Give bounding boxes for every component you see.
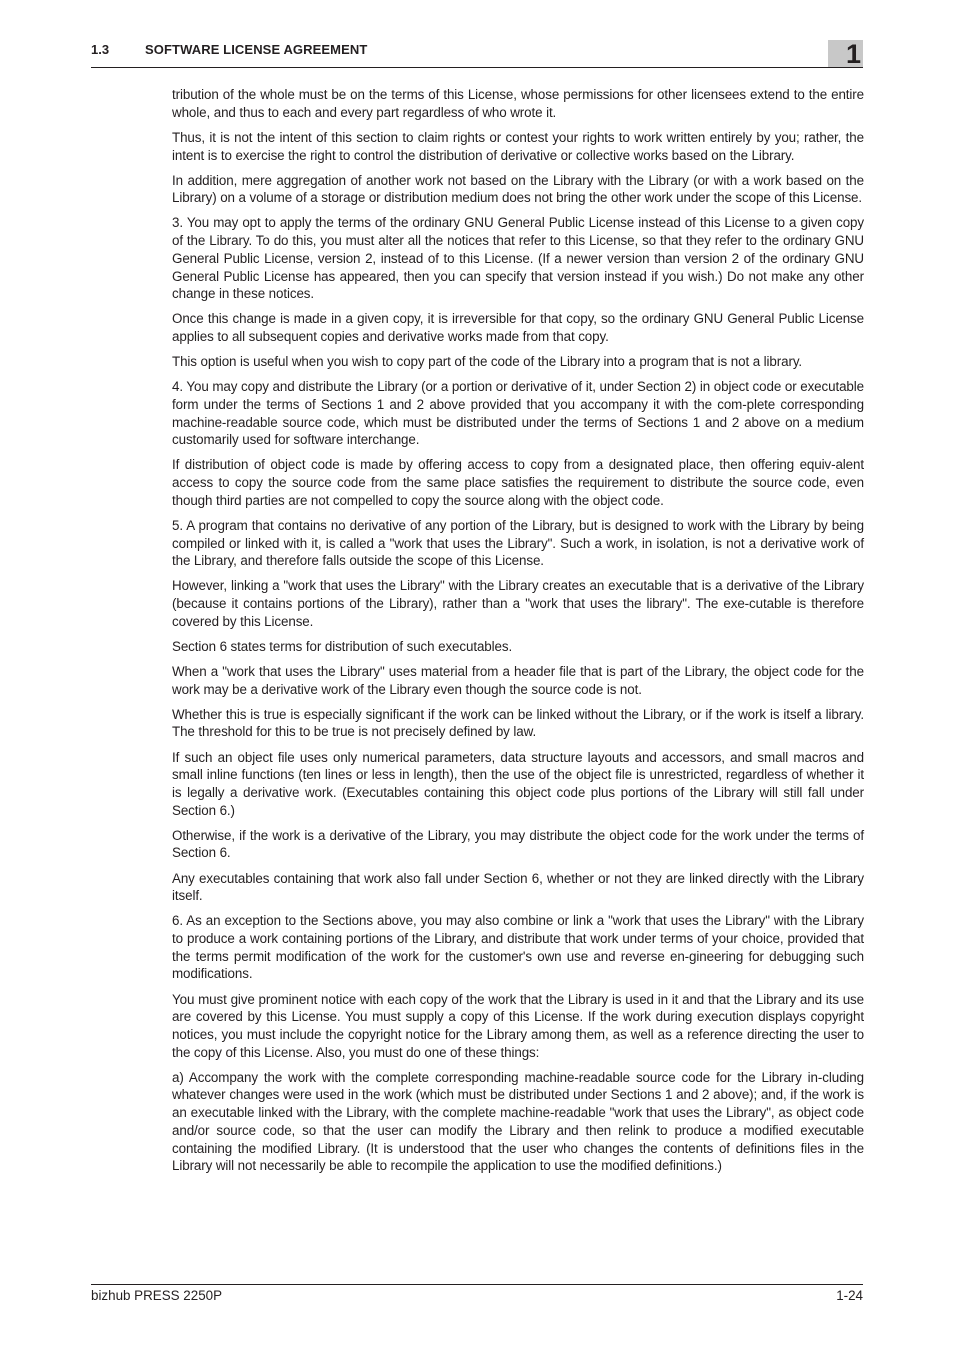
paragraph: If distribution of object code is made by offering access to copy from a designated place, then offering equiv-alent access to copy the source code from the same place satisfies the requirement to distribute the source code, even though third parties are not compelled to copy the source along with the object code.	[172, 457, 864, 508]
section-number: 1.3	[91, 42, 110, 57]
paragraph: a) Accompany the work with the complete corresponding machine-readable source code for the Library in-cluding whatever changes were used in the work (which must be distributed under Sections 1 and 2 above); and, if the work is an executable linked with the Library, with the complete machine-readable "work that uses the Library", as object code and/or source code, so that the user can modify the Library and then relink to produce a modified executable containing the modified Library. (It is understood that the user who changes the contents of definitions files in the Library will not necessarily be able to recompile the application to use the modified definitions.)	[172, 1069, 864, 1174]
paragraph: Section 6 states terms for distribution of such executables.	[172, 638, 513, 654]
paragraph: Once this change is made in a given copy, it is irreversible for that copy, so the ordinary GNU General Public License applies to all subsequent copies and derivative works made from that copy.	[172, 311, 864, 344]
chapter-number: 1	[845, 39, 861, 69]
paragraph: tribution of the whole must be on the terms of this License, whose permissions for other licensees extend to the entire whole, and thus to each and every part regardless of who wrote it.	[172, 87, 864, 120]
paragraph: If such an object file uses only numerical parameters, data structure layouts and accessors, and small macros and small inline functions (ten lines or less in length), then the use of the object file is unrestricted, regardless of whether it is legally a derivative work. (Executables containing this object code plus portions of the Library will still fall under Section 6.)	[172, 749, 864, 818]
paragraph: Otherwise, if the work is a derivative of the Library, you may distribute the object code for the work under the terms of Section 6.	[172, 827, 864, 861]
page-number: 1-24	[836, 1288, 863, 1303]
paragraph: Any executables containing that work also fall under Section 6, whether or not they are linked directly with the Library itself.	[172, 870, 864, 904]
paragraph: Whether this is true is especially significant if the work can be linked without the Library, or if the work is itself a library. The threshold for this to be true is not precisely defined by law.	[172, 706, 864, 740]
paragraph: 6. As an exception to the Sections above, you may also combine or link a "work that uses the Library" with the Library to produce a work containing portions of the Library, and distribute that work under terms of your choice, provided that the terms permit modification of the work for the customer's own use and reverse en-gineering for debugging such modifications.	[172, 913, 864, 982]
page-footer	[91, 1284, 863, 1309]
paragraph: 3. You may opt to apply the terms of the ordinary GNU General Public License instead of this License to a given copy of the Library. To do this, you must alter all the notices that refer to this License, so that they refer to the ordinary GNU General Public License, version 2, instead of to this License. (If a newer version than version 2 of the ordinary GNU General Public License has appeared, then you can specify that version instead if you wish.) Do not make any other change in these notices.	[172, 215, 864, 302]
section-title: SOFTWARE LICENSE AGREEMENT	[145, 42, 368, 57]
product-name: bizhub PRESS 2250P	[91, 1288, 223, 1303]
paragraph: In addition, mere aggregation of another work not based on the Library with the Library (or with a work based on the Library) on a volume of a storage or distribution medium does not bring the other work under the scope of this License.	[172, 172, 864, 206]
license-text-body	[172, 86, 864, 1182]
paragraph: You must give prominent notice with each copy of the work that the Library is used in it and that the Library and its use are covered by this License. You must supply a copy of this License. If the work during execution displays copyright notices, you must include the copyright notice for the Library among them, as well as a reference directing the user to the copy of this License. Also, you must do one of these things:	[172, 991, 864, 1060]
paragraph: This option is useful when you wish to copy part of the code of the Library into a program that is not a library.	[172, 354, 803, 370]
paragraph: When a "work that uses the Library" uses material from a header file that is part of the Library, the object code for the work may be a derivative work of the Library even though the source code is not.	[172, 663, 864, 697]
paragraph: However, linking a "work that uses the Library" with the Library creates an executable that is a derivative of the Library (because it contains portions of the Library), rather than a "work that uses the library". The exe-cutable is therefore covered by this License.	[172, 578, 864, 629]
paragraph: 5. A program that contains no derivative of any portion of the Library, but is designed to work with the Library by being compiled or linked with it, is called a "work that uses the Library". Such a work, in isolation, is not a derivative work of the Library, and therefore falls outside the scope of this License.	[172, 517, 864, 569]
page-header	[91, 40, 863, 68]
chapter-tab	[828, 40, 863, 67]
paragraph: 4. You may copy and distribute the Library (or a portion or derivative of it, under Section 2) in object code or executable form under the terms of Sections 1 and 2 above provided that you accompany it with the com-plete corresponding machine-readable source code, which must be distributed under the terms of Sections 1 and 2 above on a medium customarily used for software interchange.	[172, 379, 864, 448]
paragraph: Thus, it is not the intent of this section to claim rights or contest your rights to work written entirely by you; rather, the intent is to exercise the right to control the distribution of derivative or collective works based on the Library.	[172, 129, 864, 163]
